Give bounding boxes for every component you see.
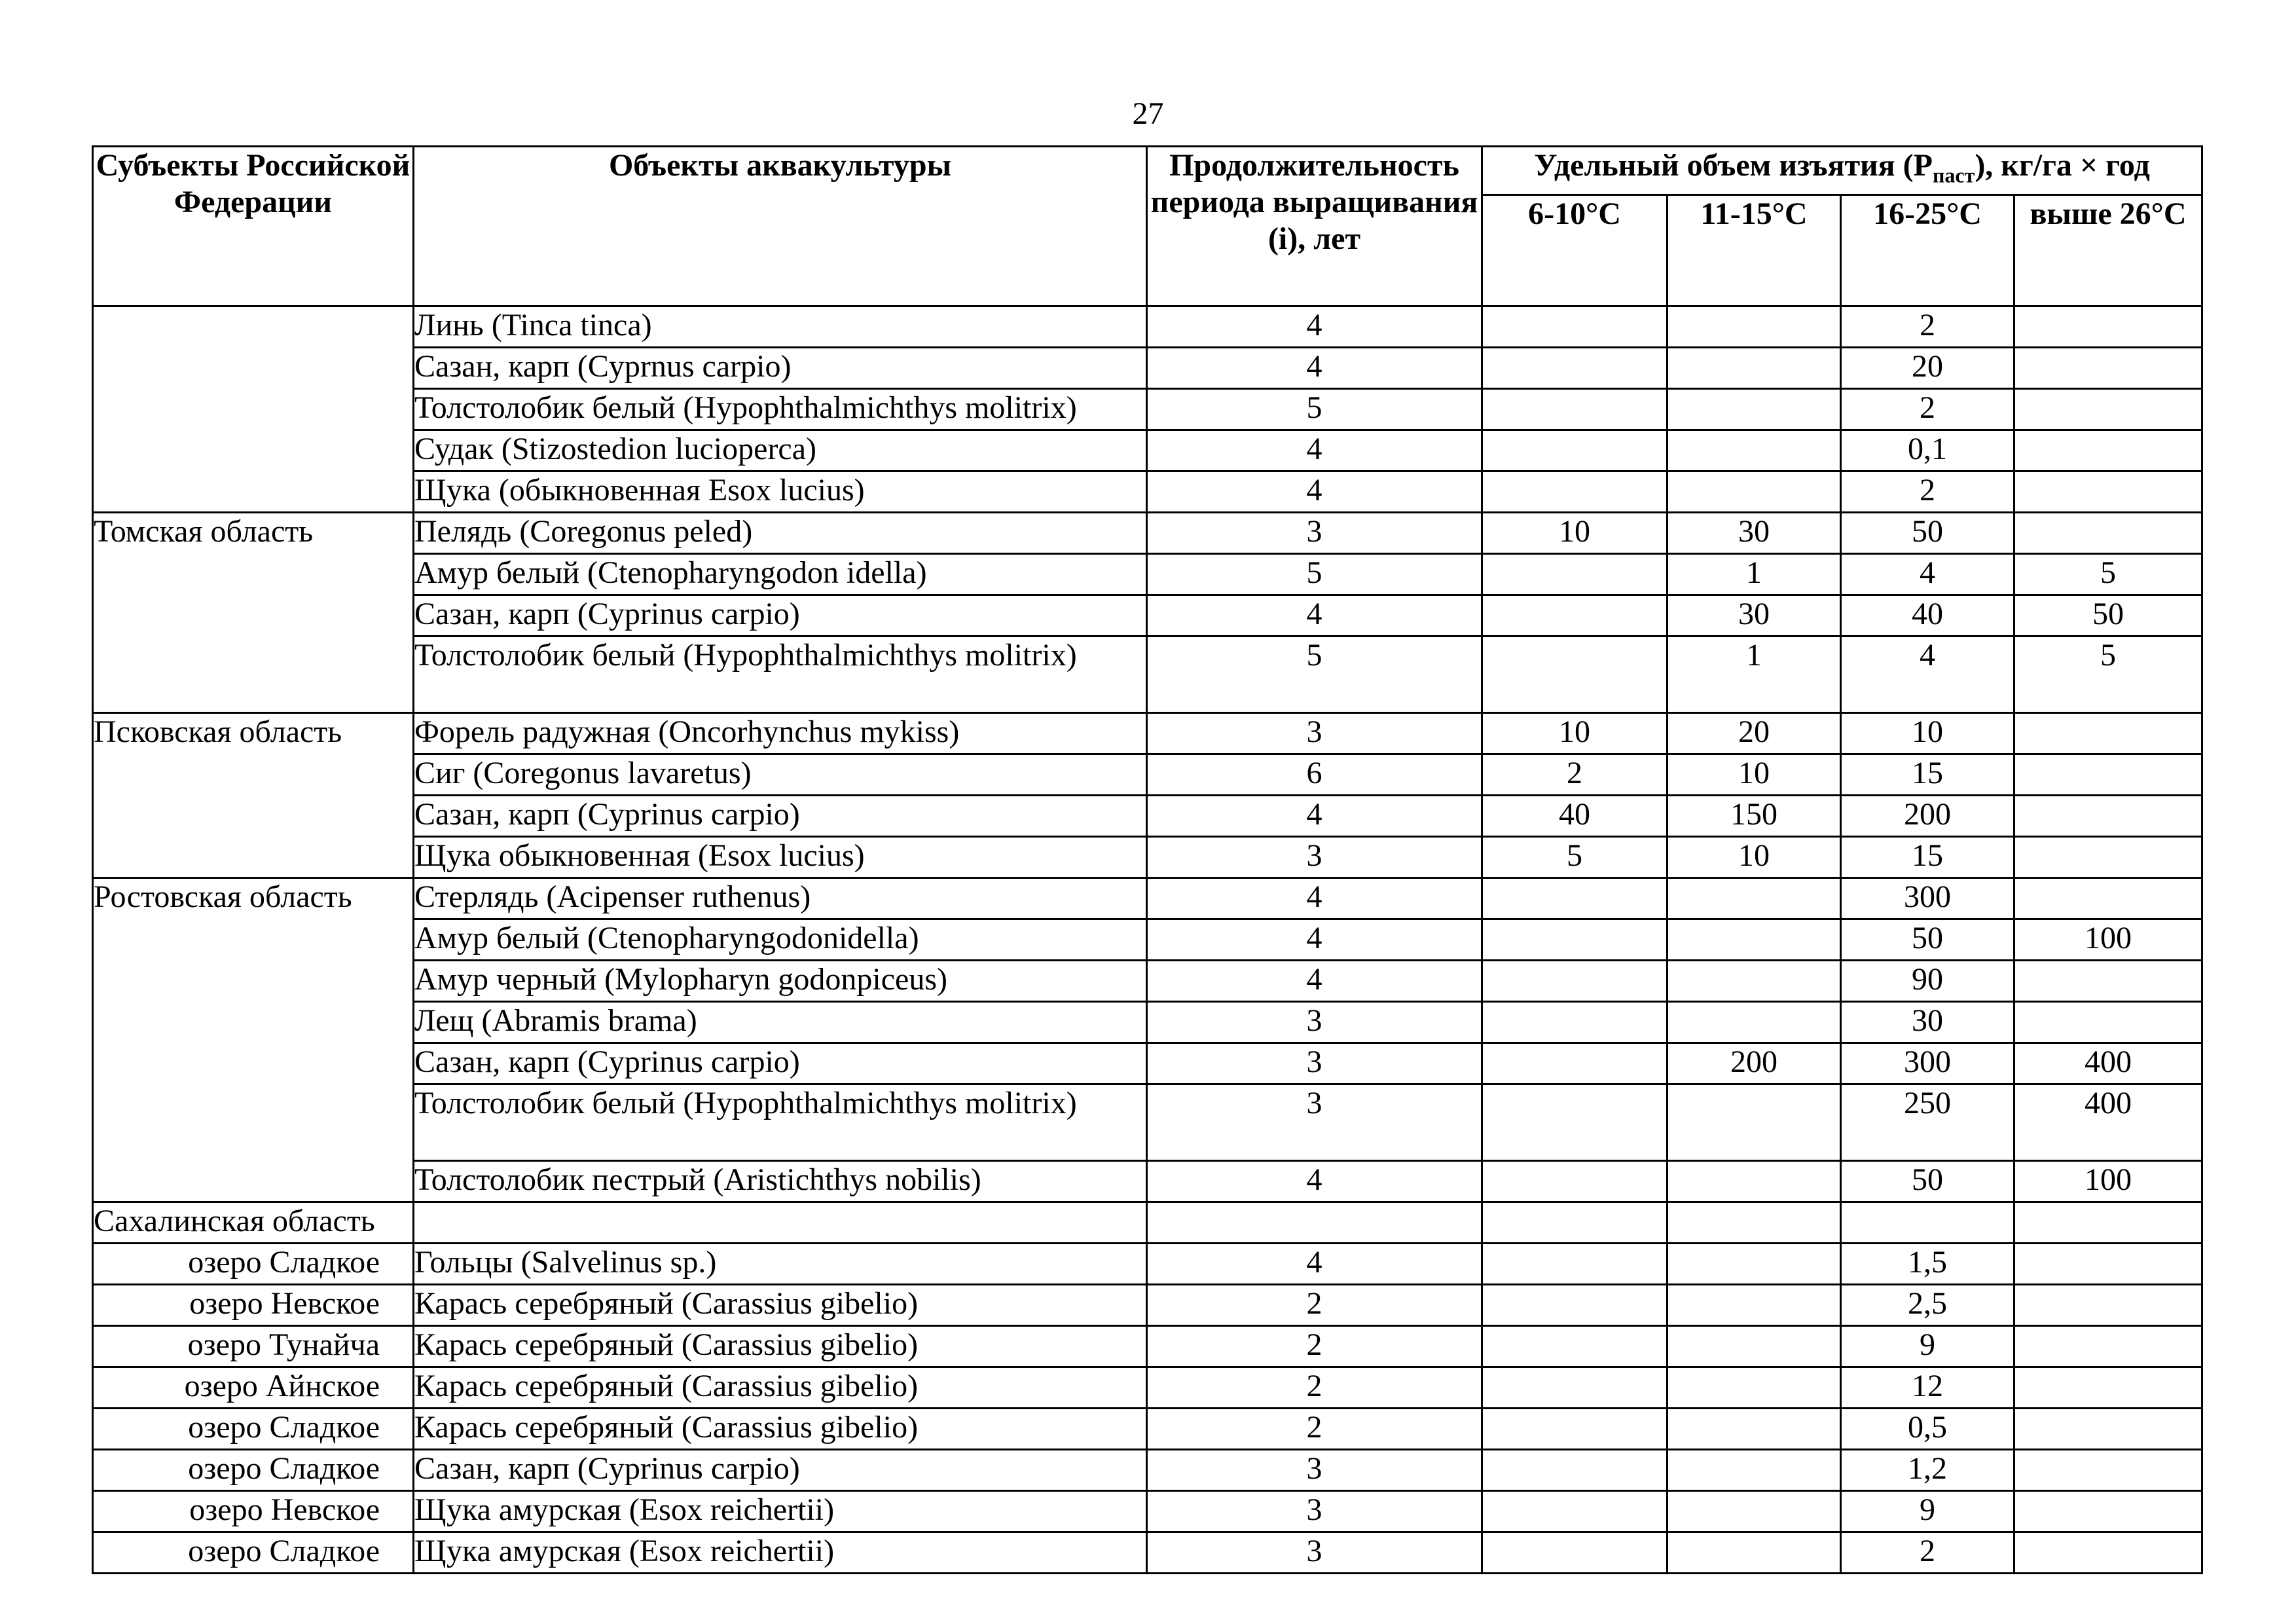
value-cell-t2 — [1667, 1084, 1841, 1160]
value-cell-t2 — [1667, 1367, 1841, 1408]
value-cell-t1: 10 — [1482, 512, 1667, 553]
duration-cell: 2 — [1147, 1408, 1482, 1449]
duration-cell: 4 — [1147, 877, 1482, 919]
duration-cell: 5 — [1147, 388, 1482, 430]
value-cell-t1 — [1482, 1001, 1667, 1043]
table-row — [93, 306, 2202, 347]
value-cell-t3: 50 — [1841, 512, 2014, 553]
value-cell-t1 — [1482, 1284, 1667, 1325]
duration-cell: 2 — [1147, 1367, 1482, 1408]
value-cell-t2 — [1667, 877, 1841, 919]
duration-cell: 4 — [1147, 1243, 1482, 1284]
value-cell-t2: 1 — [1667, 636, 1841, 712]
object-cell: Линь (Tinca tinca) — [414, 306, 1147, 347]
value-cell-t4: 400 — [2014, 1043, 2202, 1084]
value-cell-t4 — [2014, 960, 2202, 1001]
object-cell: Гольцы (Salvelinus sp.) — [414, 1243, 1147, 1284]
value-cell-t4 — [2014, 877, 2202, 919]
object-cell: Сазан, карп (Cyprnus carpio) — [414, 347, 1147, 388]
value-cell-t3: 15 — [1841, 754, 2014, 795]
value-cell-t1 — [1482, 1367, 1667, 1408]
value-cell-t1 — [1482, 1043, 1667, 1084]
duration-cell: 4 — [1147, 960, 1482, 1001]
object-cell: Сиг (Coregonus lavaretus) — [414, 754, 1147, 795]
value-cell-t1 — [1482, 1084, 1667, 1160]
object-cell: Сазан, карп (Cyprinus carpio) — [414, 595, 1147, 636]
value-cell-t2 — [1667, 1284, 1841, 1325]
object-cell: Судак (Stizostedion lucioperca) — [414, 430, 1147, 471]
value-cell-t3: 10 — [1841, 712, 2014, 754]
value-cell-t3: 300 — [1841, 1043, 2014, 1084]
value-cell-t2: 10 — [1667, 836, 1841, 877]
value-cell-t4 — [2014, 1243, 2202, 1284]
value-cell-t1 — [1482, 1408, 1667, 1449]
value-cell-t3: 9 — [1841, 1325, 2014, 1367]
value-cell-t4 — [2014, 430, 2202, 471]
duration-cell: 3 — [1147, 1043, 1482, 1084]
value-cell-t4 — [2014, 388, 2202, 430]
header-volume — [1482, 147, 2202, 195]
value-cell-t3: 4 — [1841, 553, 2014, 595]
value-cell-t4 — [2014, 1449, 2202, 1490]
duration-cell: 5 — [1147, 636, 1482, 712]
value-cell-t3: 300 — [1841, 877, 2014, 919]
header-t1: 6-10°С — [1482, 194, 1667, 306]
object-cell: Стерлядь (Acipenser ruthenus) — [414, 877, 1147, 919]
object-cell: Пелядь (Coregonus peled) — [414, 512, 1147, 553]
value-cell-t2 — [1667, 471, 1841, 512]
value-cell-t3: 15 — [1841, 836, 2014, 877]
duration-cell: 3 — [1147, 1001, 1482, 1043]
object-cell: Карась серебряный (Carassius gibelio) — [414, 1284, 1147, 1325]
duration-cell: 3 — [1147, 1490, 1482, 1532]
object-cell: Толстолобик белый (Hypophthalmichthys molitrix) — [414, 636, 1147, 712]
value-cell-t2 — [1667, 1532, 1841, 1573]
value-cell-t4 — [2014, 471, 2202, 512]
value-cell-t4 — [2014, 712, 2202, 754]
subject-cell: Ростовская область — [93, 877, 414, 1202]
value-cell-t4 — [2014, 1001, 2202, 1043]
value-cell-t3: 4 — [1841, 636, 2014, 712]
value-cell-t2 — [1667, 347, 1841, 388]
duration-cell: 4 — [1147, 347, 1482, 388]
value-cell-t1 — [1482, 347, 1667, 388]
duration-cell: 4 — [1147, 1160, 1482, 1202]
header-objects: Объекты аквакультуры — [414, 147, 1147, 306]
lake-cell: озеро Тунайча — [93, 1325, 414, 1367]
duration-cell: 3 — [1147, 1532, 1482, 1573]
table-row — [93, 877, 2202, 919]
duration-cell: 2 — [1147, 1284, 1482, 1325]
object-cell: Лещ (Abramis brama) — [414, 1001, 1147, 1043]
value-cell-t4 — [2014, 1408, 2202, 1449]
value-cell-t4 — [2014, 512, 2202, 553]
object-cell: Амур белый (Ctenopharyngodon idella) — [414, 553, 1147, 595]
value-cell-t4: 100 — [2014, 1160, 2202, 1202]
value-cell-t1 — [1482, 430, 1667, 471]
table-row — [93, 1243, 2202, 1284]
object-cell: Толстолобик пестрый (Aristichthys nobilis) — [414, 1160, 1147, 1202]
value-cell-t4 — [2014, 795, 2202, 836]
table-row — [93, 1532, 2202, 1573]
value-cell-t1 — [1482, 306, 1667, 347]
value-cell-t4: 5 — [2014, 636, 2202, 712]
value-cell-t2 — [1667, 1243, 1841, 1284]
header-volume-sub: паст — [1932, 163, 1975, 187]
value-cell-t2 — [1667, 1490, 1841, 1532]
value-cell-t1 — [1482, 919, 1667, 960]
value-cell-t4 — [2014, 1490, 2202, 1532]
value-cell-t1 — [1482, 1160, 1667, 1202]
table-row — [93, 512, 2202, 553]
object-cell: Сазан, карп (Cyprinus carpio) — [414, 1043, 1147, 1084]
value-cell-t3: 9 — [1841, 1490, 2014, 1532]
value-cell-t4 — [2014, 347, 2202, 388]
duration-cell: 4 — [1147, 471, 1482, 512]
duration-cell: 3 — [1147, 712, 1482, 754]
value-cell-t2 — [1667, 1325, 1841, 1367]
value-cell-t3: 2 — [1841, 388, 2014, 430]
value-cell-t3: 20 — [1841, 347, 2014, 388]
value-cell-t4: 5 — [2014, 553, 2202, 595]
value-cell-t3: 1,2 — [1841, 1449, 2014, 1490]
value-cell-t3: 2 — [1841, 1532, 2014, 1573]
value-cell-t2: 20 — [1667, 712, 1841, 754]
value-cell-t2 — [1667, 960, 1841, 1001]
value-cell-t1: 5 — [1482, 836, 1667, 877]
aquaculture-table — [92, 145, 2203, 1574]
table-row — [93, 1325, 2202, 1367]
value-cell-t4 — [2014, 1325, 2202, 1367]
lake-cell: озеро Сладкое — [93, 1243, 414, 1284]
value-cell-t1 — [1482, 471, 1667, 512]
value-cell-t4: 100 — [2014, 919, 2202, 960]
value-cell-t2: 150 — [1667, 795, 1841, 836]
value-cell-t1 — [1482, 636, 1667, 712]
lake-cell: озеро Айнское — [93, 1367, 414, 1408]
duration-cell: 4 — [1147, 595, 1482, 636]
value-cell-t3: 2 — [1841, 471, 2014, 512]
table-row — [93, 1490, 2202, 1532]
empty-cell — [2014, 1202, 2202, 1243]
value-cell-t3: 50 — [1841, 1160, 2014, 1202]
object-cell: Щука амурская (Esox reichertii) — [414, 1532, 1147, 1573]
lake-cell: озеро Сладкое — [93, 1408, 414, 1449]
value-cell-t2 — [1667, 1160, 1841, 1202]
value-cell-t2 — [1667, 306, 1841, 347]
empty-cell — [414, 1202, 1147, 1243]
duration-cell: 4 — [1147, 430, 1482, 471]
value-cell-t2 — [1667, 1408, 1841, 1449]
value-cell-t3: 250 — [1841, 1084, 2014, 1160]
duration-cell: 4 — [1147, 306, 1482, 347]
value-cell-t3: 2 — [1841, 306, 2014, 347]
value-cell-t2: 10 — [1667, 754, 1841, 795]
value-cell-t1 — [1482, 1243, 1667, 1284]
value-cell-t1: 40 — [1482, 795, 1667, 836]
value-cell-t1 — [1482, 595, 1667, 636]
lake-cell: озеро Невское — [93, 1284, 414, 1325]
object-cell: Карась серебряный (Carassius gibelio) — [414, 1325, 1147, 1367]
value-cell-t1 — [1482, 877, 1667, 919]
object-cell: Амур белый (Ctenopharyngodonidella) — [414, 919, 1147, 960]
value-cell-t2: 1 — [1667, 553, 1841, 595]
empty-cell — [1667, 1202, 1841, 1243]
duration-cell: 3 — [1147, 512, 1482, 553]
table-row — [93, 1367, 2202, 1408]
duration-cell: 3 — [1147, 1084, 1482, 1160]
value-cell-t4 — [2014, 1532, 2202, 1573]
object-cell: Щука обыкновенная (Esox lucius) — [414, 836, 1147, 877]
value-cell-t3: 30 — [1841, 1001, 2014, 1043]
header-duration: Продолжительность периода выращивания (i), лет — [1147, 147, 1482, 306]
empty-cell — [1482, 1202, 1667, 1243]
value-cell-t3: 12 — [1841, 1367, 2014, 1408]
value-cell-t3: 90 — [1841, 960, 2014, 1001]
value-cell-t3: 0,5 — [1841, 1408, 2014, 1449]
duration-cell: 6 — [1147, 754, 1482, 795]
header-t4: выше 26°С — [2014, 194, 2202, 306]
object-cell: Толстолобик белый (Hypophthalmichthys molitrix) — [414, 1084, 1147, 1160]
value-cell-t4 — [2014, 754, 2202, 795]
value-cell-t1: 10 — [1482, 712, 1667, 754]
lake-cell: озеро Сладкое — [93, 1532, 414, 1573]
value-cell-t2 — [1667, 1449, 1841, 1490]
object-cell: Карась серебряный (Carassius gibelio) — [414, 1408, 1147, 1449]
value-cell-t4 — [2014, 836, 2202, 877]
lake-cell: озеро Сладкое — [93, 1449, 414, 1490]
duration-cell: 3 — [1147, 1449, 1482, 1490]
value-cell-t2 — [1667, 1001, 1841, 1043]
value-cell-t1: 2 — [1482, 754, 1667, 795]
value-cell-t2 — [1667, 388, 1841, 430]
value-cell-t1 — [1482, 1490, 1667, 1532]
value-cell-t2: 200 — [1667, 1043, 1841, 1084]
empty-cell — [1147, 1202, 1482, 1243]
header-volume-prefix: Удельный объем изъятия (P — [1534, 148, 1933, 183]
value-cell-t2 — [1667, 919, 1841, 960]
duration-cell: 4 — [1147, 919, 1482, 960]
duration-cell: 4 — [1147, 795, 1482, 836]
object-cell: Карась серебряный (Carassius gibelio) — [414, 1367, 1147, 1408]
value-cell-t4 — [2014, 1284, 2202, 1325]
value-cell-t3: 50 — [1841, 919, 2014, 960]
value-cell-t2: 30 — [1667, 512, 1841, 553]
object-cell: Сазан, карп (Cyprinus carpio) — [414, 1449, 1147, 1490]
value-cell-t3: 40 — [1841, 595, 2014, 636]
lake-cell: озеро Невское — [93, 1490, 414, 1532]
value-cell-t4 — [2014, 306, 2202, 347]
object-cell: Амур черный (Mylopharyn godonpiceus) — [414, 960, 1147, 1001]
object-cell: Щука амурская (Esox reichertii) — [414, 1490, 1147, 1532]
object-cell: Форель радужная (Oncorhynchus mykiss) — [414, 712, 1147, 754]
value-cell-t1 — [1482, 1325, 1667, 1367]
value-cell-t1 — [1482, 1449, 1667, 1490]
subject-cell — [93, 306, 414, 512]
duration-cell: 2 — [1147, 1325, 1482, 1367]
value-cell-t2: 30 — [1667, 595, 1841, 636]
header-volume-suffix: ), кг/га × год — [1975, 148, 2150, 183]
page-number: 27 — [1132, 96, 1164, 131]
table-row — [93, 1202, 2202, 1243]
duration-cell: 3 — [1147, 836, 1482, 877]
value-cell-t1 — [1482, 388, 1667, 430]
table-row — [93, 712, 2202, 754]
object-cell: Щука (обыкновенная Esox lucius) — [414, 471, 1147, 512]
value-cell-t4: 50 — [2014, 595, 2202, 636]
value-cell-t3: 2,5 — [1841, 1284, 2014, 1325]
value-cell-t3: 200 — [1841, 795, 2014, 836]
value-cell-t1 — [1482, 1532, 1667, 1573]
duration-cell: 5 — [1147, 553, 1482, 595]
table-row — [93, 1449, 2202, 1490]
value-cell-t2 — [1667, 430, 1841, 471]
header-t2: 11-15°С — [1667, 194, 1841, 306]
header-subjects: Субъекты Российской Федерации — [93, 147, 414, 306]
value-cell-t1 — [1482, 960, 1667, 1001]
value-cell-t4: 400 — [2014, 1084, 2202, 1160]
table-row — [93, 1408, 2202, 1449]
subject-cell: Томская область — [93, 512, 414, 712]
subject-cell: Сахалинская область — [93, 1202, 414, 1243]
object-cell: Сазан, карп (Cyprinus carpio) — [414, 795, 1147, 836]
empty-cell — [1841, 1202, 2014, 1243]
value-cell-t4 — [2014, 1367, 2202, 1408]
header-t3: 16-25°С — [1841, 194, 2014, 306]
table-row — [93, 1284, 2202, 1325]
table-body — [93, 306, 2202, 1573]
value-cell-t3: 1,5 — [1841, 1243, 2014, 1284]
value-cell-t3: 0,1 — [1841, 430, 2014, 471]
subject-cell: Псковская область — [93, 712, 414, 877]
value-cell-t1 — [1482, 553, 1667, 595]
object-cell: Толстолобик белый (Hypophthalmichthys molitrix) — [414, 388, 1147, 430]
